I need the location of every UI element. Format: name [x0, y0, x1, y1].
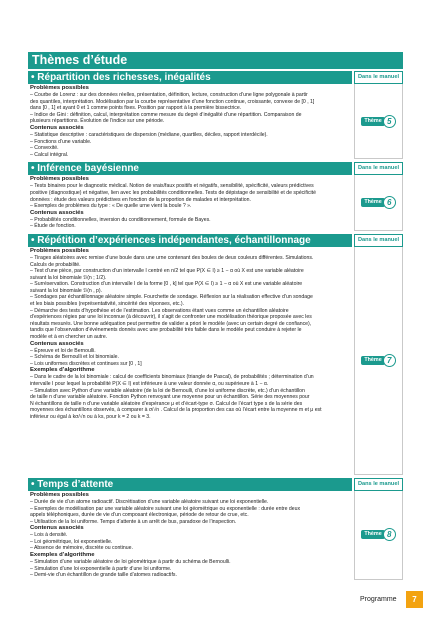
theme-number: 6 — [383, 196, 396, 209]
section-body — [28, 247, 403, 475]
text-line: – Dans le cadre de la loi binomiale : calcul de coefficients binomiaux (triangle de Pascal), de probabilités ; détermination d’un — [30, 374, 314, 381]
section-content — [28, 491, 352, 580]
text-line: – Lois uniformes discrètes et continues sur [0 , 1] — [30, 360, 142, 367]
text-line: – Convexité. — [30, 145, 59, 152]
page-number-badge: 7 — [406, 591, 423, 608]
section-header — [28, 71, 403, 84]
text-line: – Démarche des tests d’hypothèse et de l’estimation. Les observations étant vues comme un échantillon aléatoire — [30, 307, 289, 314]
text-line: positive (diagnostique) et négative, lien avec les probabilités conditionnelles. Tests de dépistage de sensibilité et de spécificité — [30, 189, 316, 196]
text-line: – Lois à densité. — [30, 532, 68, 539]
dans-le-manuel-label: Dans le manuel — [354, 478, 403, 491]
sections-container — [28, 71, 403, 580]
page-title: Thèmes d’étude — [28, 52, 403, 69]
text-line: appels téléphoniques, durée de vie d’un composant électronique, période de retour de crue, etc. — [30, 512, 249, 519]
section-content — [28, 247, 352, 475]
section-body — [28, 84, 403, 159]
text-line: N échantillons de taille n d’une variable aléatoire d’espérance μ et d’écart-type σ. Calcul de l’écart type s de la série des — [30, 400, 303, 407]
text-line: suivant la loi binomiale ℬ(n , p). — [30, 287, 103, 294]
theme-badge — [361, 196, 395, 209]
text-line: – Tirages aléatoires avec remise d’une boule dans une urne contenant des boules de deux couleurs différentes. Simulations. — [30, 254, 314, 261]
text-line: – Probabilités conditionnelles, inversion du conditionnement, formule de Bayes. — [30, 216, 211, 223]
theme-section — [28, 162, 403, 231]
theme-number: 8 — [383, 528, 396, 541]
manual-reference-column — [354, 84, 403, 159]
section-body — [28, 175, 403, 231]
text-line: – Indice de Gini : définition, calcul, interprétation comme mesure du degré d’inégalité d’une répartition. Comparaison de — [30, 111, 302, 118]
section-title: • Répartition des richesses, inégalités — [28, 71, 352, 84]
block-heading: Contenus associés — [30, 340, 84, 347]
theme-label: Thème — [361, 198, 384, 207]
text-line: – Statistique descriptive : caractéristiques de dispersion (médiane, quartiles, déciles, rapport interdécile). — [30, 131, 268, 138]
footer-label: Programme — [360, 596, 397, 603]
text-line: – Loi géométrique, loi exponentielle. — [30, 538, 113, 545]
section-header — [28, 234, 403, 247]
text-line: – Utilisation de la loi uniforme. Temps d’attente à un arrêt de bus, paradoxe de l’inspection. — [30, 518, 237, 525]
section-content — [28, 175, 352, 231]
section-header — [28, 478, 403, 491]
text-line: – Courbe de Lorenz : sur des données réelles, présentation, définition, lecture, construction d’une ligne polygonale à partir — [30, 92, 308, 98]
text-line: moyennes des échantillons observés, à comparer à σ/√n . Calcul de la proportion des cas où l’écart entre la moyenne m et μ est — [30, 407, 322, 414]
section-header — [28, 162, 403, 175]
text-line: – Fonctions d’une variable. — [30, 138, 92, 145]
text-line: des quantiles, interprétation. Modélisation par la courbe représentative d’une fonction continue, croissante, convexe de [0 , 1] — [30, 98, 315, 105]
theme-badge — [361, 354, 395, 367]
manual-reference-column — [354, 175, 403, 231]
text-line: – Absence de mémoire, discrète ou continue. — [30, 545, 133, 552]
manual-reference-column — [354, 491, 403, 580]
text-line: – Exemples de problèmes du type : « De quelle urne vient la boule ? ». — [30, 203, 192, 210]
text-line: – Simulation d’une loi exponentielle à partir d’une loi uniforme. — [30, 565, 172, 572]
text-line: – Schéma de Bernoulli et loi binomiale. — [30, 354, 119, 361]
text-line: – Sondages par échantillonnage aléatoire simple. Fourchette de sondage. Réflexion sur la réalisation effective d’un sondage — [30, 294, 313, 301]
section-title: • Inférence bayésienne — [28, 162, 352, 175]
text-line: inférieur ou égal à kσ/√n ou à ks, pour k = 2 ou k = 3. — [30, 413, 151, 420]
text-line: – Exemples de modélisation par une variable aléatoire suivant une loi géométrique ou exponentielle : durée entre deux — [30, 505, 301, 512]
text-line: – Test d’une pièce, par construction d’un intervalle I centré en n/2 tel que P(X ∈ I) ≥ 1 − α où X est une variable aléatoire — [30, 268, 304, 275]
theme-number: 7 — [383, 354, 396, 367]
theme-section — [28, 478, 403, 580]
text-line: suivant la loi binomiale ℬ(n ; 1/2). — [30, 274, 107, 281]
block-heading: Problèmes possibles — [30, 176, 89, 183]
text-line: résultats mesurés. Une bonne adéquation peut permettre de valider a priori le modèle (avec un certain degré de confiance), — [30, 320, 312, 327]
block-heading: Exemples d’algorithme — [30, 367, 95, 374]
theme-number: 5 — [383, 115, 396, 128]
block-heading: Problèmes possibles — [30, 491, 89, 498]
dans-le-manuel-label: Dans le manuel — [354, 234, 403, 247]
text-line: intervalle I pour lequel la probabilité P(X ∈ I) est inférieure à une valeur donnée α, ou supérieure à 1 − α. — [30, 381, 269, 387]
text-line: – Demi-vie d’un échantillon de grande taille d’atomes radioactifs. — [30, 572, 177, 579]
text-line: données : étude des valeurs prédictives en fonction de la proportion de malades et interprétation. — [30, 196, 251, 203]
text-line: – Durée de vie d’un atome radioactif. Discrétisation d’une variable aléatoire suivant une loi exponentielle. — [30, 498, 269, 505]
page — [28, 52, 403, 583]
text-line: – Épreuve et loi de Bernoulli. — [30, 347, 96, 354]
text-line: – Simulation d’une variable aléatoire de loi géométrique à partir du schéma de Bernoulli. — [30, 559, 231, 566]
dans-le-manuel-label: Dans le manuel — [354, 71, 403, 84]
block-heading: Contenus associés — [30, 124, 84, 131]
theme-label: Thème — [361, 530, 384, 539]
block-heading: Contenus associés — [30, 209, 84, 216]
theme-badge — [361, 115, 395, 128]
text-line: dans [0 , 1] et ayant 0 et 1 comme points fixes. Position par rapport à la première bissectrice. — [30, 105, 242, 112]
text-line: plusieurs répartitions. Évolution de l’indice sur une période. — [30, 118, 165, 125]
theme-section — [28, 234, 403, 475]
block-heading: Problèmes possibles — [30, 247, 89, 254]
text-line: d’expériences régies par une loi inconnue (à découvrir), il s’agit de confronter une modélisation théorique proposée avec les — [30, 314, 312, 321]
block-heading: Contenus associés — [30, 525, 84, 532]
text-line: modèle et à en chercher un autre. — [30, 334, 108, 341]
section-title: • Répétition d’expériences indépendantes, échantillonnage — [28, 234, 352, 247]
theme-section — [28, 71, 403, 159]
text-line: – Surréservation. Construction d’un intervalle I de la forme [0 , k] tel que P(X ∈ I) ≥ 1 − α où X est une variable aléatoire — [30, 281, 303, 288]
text-line: tandis que l’observation d’événements donnés avec une probabilité très faible dans le modèle peut conduire à rejeter le — [30, 327, 302, 334]
text-line: – Étude de fonction. — [30, 223, 76, 230]
dans-le-manuel-label: Dans le manuel — [354, 162, 403, 175]
section-body — [28, 491, 403, 580]
text-line: Calculs de probabilité. — [30, 261, 81, 268]
manual-reference-column — [354, 247, 403, 475]
text-line: de taille n d’une variable aléatoire. Fonction Python renvoyant une moyenne pour un échantillon. Série des moyennes pour — [30, 394, 310, 401]
theme-label: Thème — [361, 117, 384, 126]
text-line: – Tests binaires pour le diagnostic médical. Notion de vrais/faux positifs et négatifs, sensibilité, spécificité, valeurs prédictives — [30, 183, 314, 190]
text-line: – Simulation avec Python d’une variable aléatoire (de la loi de Bernoulli, d’une loi uniforme discrète, etc.) d’un échantillon — [30, 387, 305, 394]
theme-label: Thème — [361, 356, 384, 365]
section-title: • Temps d’attente — [28, 478, 352, 491]
block-heading: Exemples d’algorithme — [30, 552, 95, 559]
text-line: – Calcul intégral. — [30, 151, 69, 158]
text-line: et les biais possibles (représentativité, sincérité des réponses, etc.). — [30, 301, 185, 308]
section-content — [28, 84, 352, 159]
block-heading: Problèmes possibles — [30, 85, 89, 91]
theme-badge — [361, 528, 395, 541]
